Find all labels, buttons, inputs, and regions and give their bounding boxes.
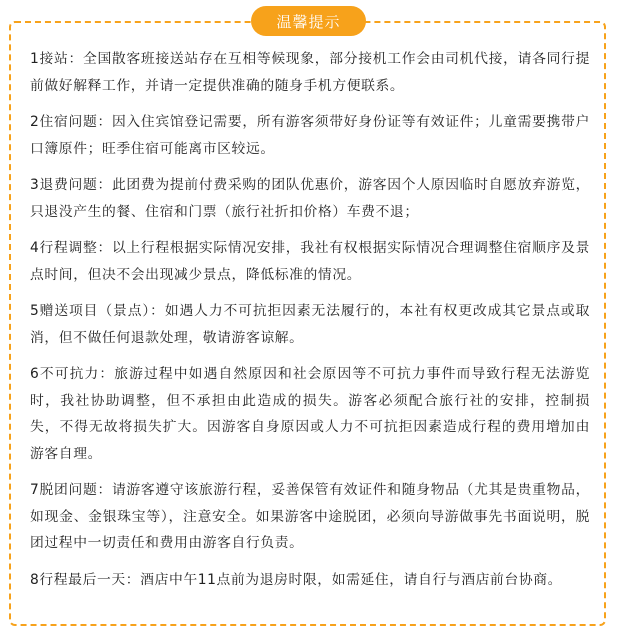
item-heading: 接站： [39, 51, 83, 67]
notice-item-8 [30, 567, 590, 594]
item-text: 以上行程根据实际情况安排，我社有权根据实际情况合理调整住宿顺序及景点时间，但决不会出现减少景点，降低标准的情况。 [30, 240, 590, 283]
notice-title-badge [251, 6, 366, 36]
item-number: 1 [30, 51, 40, 67]
notice-item-7 [30, 477, 590, 557]
item-heading: 行程最后一天： [39, 571, 141, 588]
notice-content [30, 46, 590, 603]
notice-item-6 [30, 361, 590, 467]
item-text: 请游客遵守该旅游行程，妥善保管有效证件和随身物品（尤其是贵重物品，如现金、金银珠宝等），注意安全。如果游客中途脱团，必须向导游做事先书面说明，脱团过程中一切责任和费用由游客自行负责。 [30, 482, 590, 551]
item-number: 4 [30, 240, 40, 256]
notice-item-4 [30, 235, 590, 288]
item-number: 2 [30, 114, 40, 130]
item-text: 此团费为提前付费采购的团队优惠价，游客因个人原因临时自愿放弃游览，只退没产生的餐、住宿和门票（旅行社折扣价格）车费不退； [30, 177, 590, 220]
notice-item-5 [30, 298, 590, 351]
notice-title: 温馨提示 [276, 12, 341, 31]
item-text: 旅游过程中如遇自然原因和社会原因等不可抗力事件而导致行程无法游览时，我社协助调整，但不承担由此造成的损失。游客必须配合旅行社的安排，控制损失，不得无故将损失扩大。因游客自身原因或人力不可抗拒因素造成行程的费用增加由游客自理。 [30, 366, 590, 462]
notice-item-2 [30, 109, 590, 162]
item-heading: 行程调整： [39, 240, 112, 256]
item-number: 8 [30, 571, 40, 588]
item-text: 因入住宾馆登记需要，所有游客须带好身份证等有效证件；儿童需要携带户口簿原件；旺季住宿可能离市区较远。 [30, 114, 590, 157]
item-heading: 赠送项目（景点）： [39, 303, 165, 319]
item-heading: 住宿问题： [39, 114, 112, 130]
item-text: 如遇人力不可抗拒因素无法履行的，本社有权更改成其它景点或取消，但不做任何退款处理，敬请游客谅解。 [30, 303, 590, 346]
item-text: 酒店中午11点前为退房时限，如需延住，请自行与酒店前台协商。 [140, 571, 563, 588]
item-heading: 退费问题： [39, 177, 112, 193]
item-number: 6 [30, 366, 40, 382]
item-text: 全国散客班接送站存在互相等候现象，部分接机工作会由司机代接，请各同行提前做好解释工作，并请一定提供准确的随身手机方便联系。 [30, 51, 590, 94]
item-heading: 不可抗力： [39, 366, 115, 382]
item-number: 3 [30, 177, 40, 193]
item-heading: 脱团问题： [39, 482, 112, 498]
notice-item-1 [30, 46, 590, 99]
item-number: 7 [30, 482, 40, 498]
item-number: 5 [30, 303, 40, 319]
notice-item-3 [30, 172, 590, 225]
